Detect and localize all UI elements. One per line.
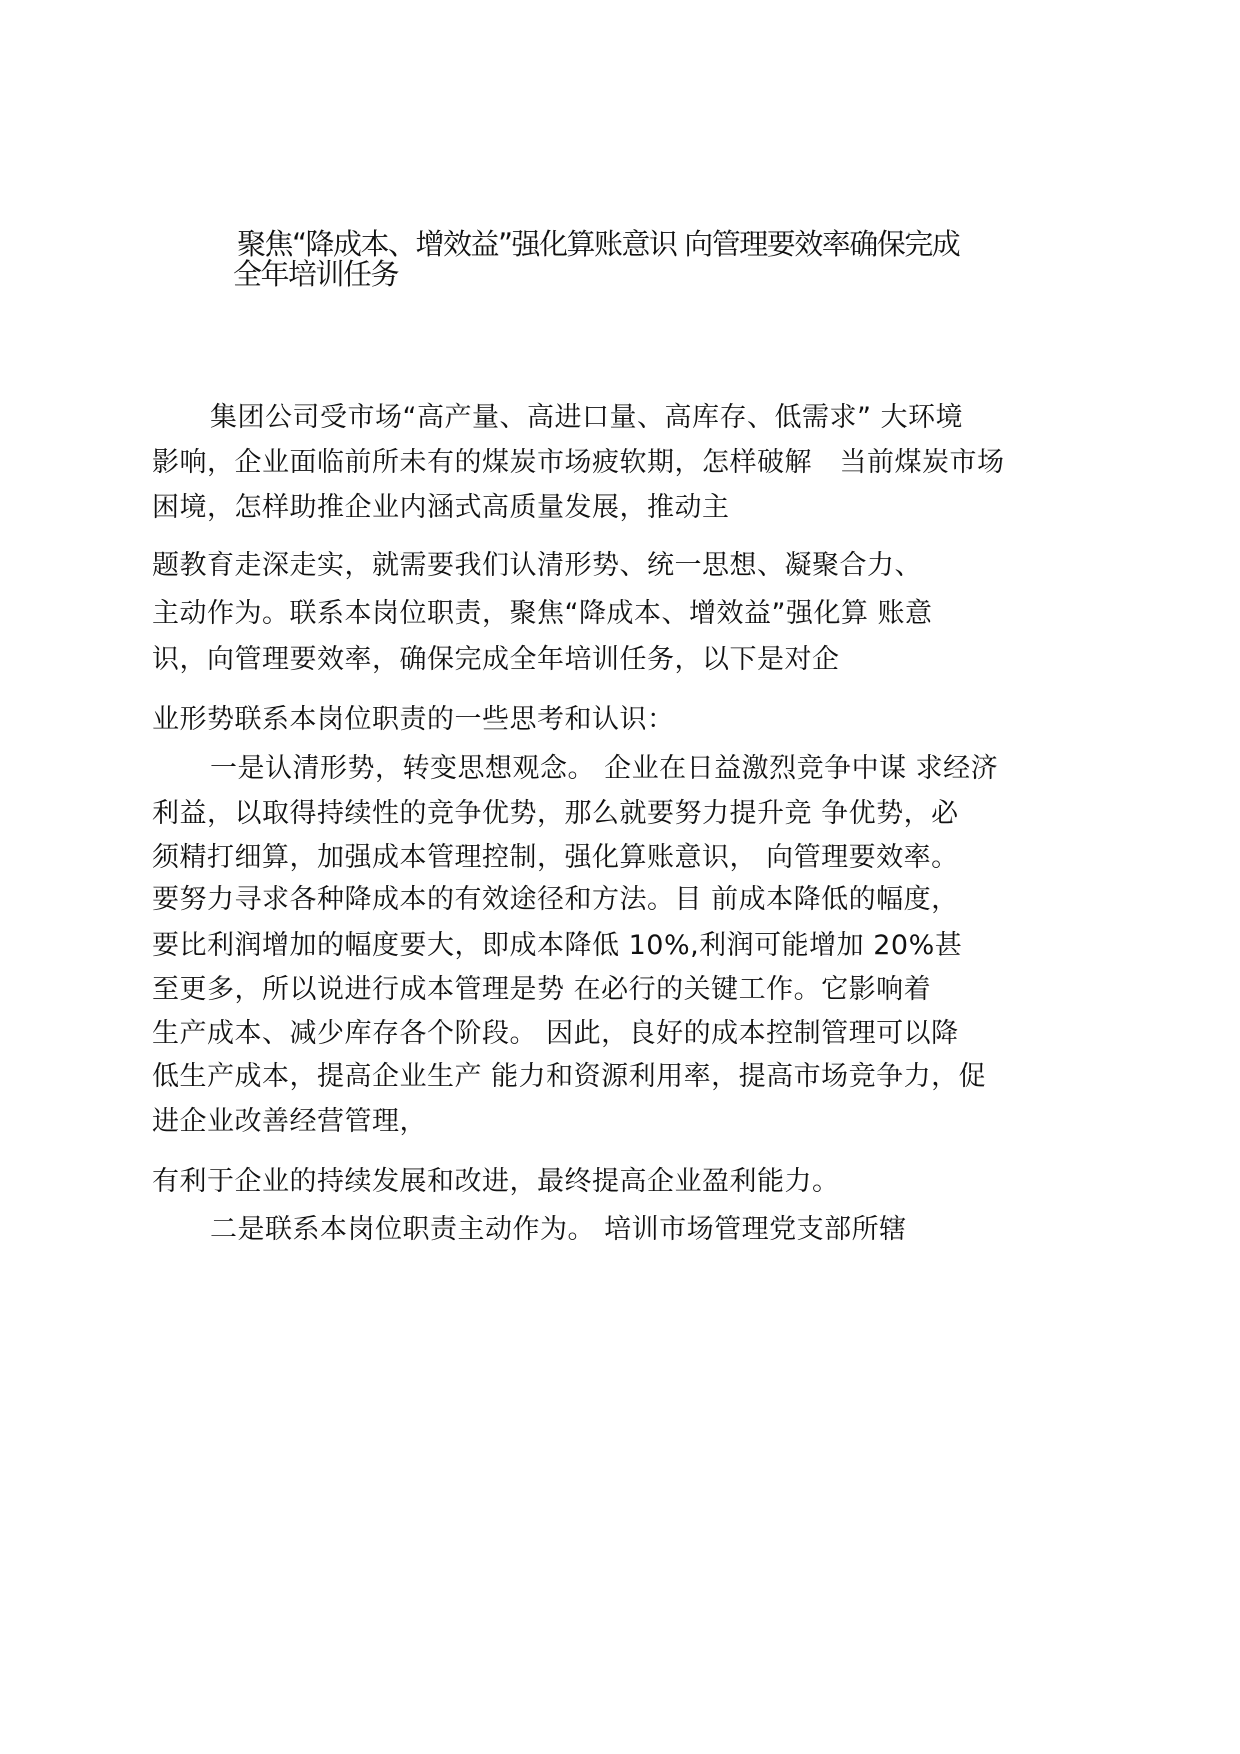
body-line-10: 须精打细算，加强成本管理控制，强化算账意识， 向管理要效率。	[152, 842, 959, 873]
body-line-12: 要比利润增加的幅度要大，即成本降低 10%,利润可能增加 20%甚	[152, 930, 963, 961]
title-line-2: 全年培训任务	[233, 257, 399, 291]
body-line-1: 集团公司受市场“高产量、高进口量、高库存、低需求” 大环境	[210, 402, 964, 433]
body-line-17: 有利于企业的持续发展和改进，最终提高企业盈利能力。	[152, 1166, 840, 1197]
body-line-5: 主动作为。联系本岗位职责，聚焦“降成本、增效益”强化算 账意	[152, 598, 933, 629]
body-line-7: 业形势联系本岗位职责的一些思考和认识：	[152, 704, 675, 735]
body-line-4: 题教育走深走实，就需要我们认清形势、统一思想、凝聚合力、	[152, 550, 922, 581]
body-line-15: 低生产成本，提高企业生产 能力和资源利用率，提高市场竞争力，促	[152, 1061, 987, 1092]
body-line-8: 一是认清形势，转变思想观念。 企业在日益激烈竞争中谋 求经济	[210, 753, 999, 784]
body-line-9: 利益，以取得持续性的竞争优势，那么就要努力提升竞 争优势，必	[152, 798, 959, 829]
body-line-13: 至更多，所以说进行成本管理是势 在必行的关键工作。它影响着	[152, 974, 932, 1005]
body-line-6: 识，向管理要效率，确保完成全年培训任务，以下是对企	[152, 644, 840, 675]
body-line-2: 影响，企业面临前所未有的煤炭市场疲软期，怎样破解 当前煤炭市场	[152, 447, 1005, 478]
body-line-3: 困境，怎样助推企业内涵式高质量发展，推动主	[152, 492, 730, 523]
body-line-18: 二是联系本岗位职责主动作为。 培训市场管理党支部所辖	[210, 1214, 907, 1245]
body-line-16: 进企业改善经营管理，	[152, 1106, 427, 1137]
title-line-1: 聚焦“降成本、增效益”强化算账意识 向管理要效率确保完成	[237, 227, 960, 261]
body-line-14: 生产成本、减少库存各个阶段。 因此，良好的成本控制管理可以降	[152, 1018, 959, 1049]
body-line-11: 要努力寻求各种降成本的有效途径和方法。目 前成本降低的幅度，	[152, 884, 959, 915]
